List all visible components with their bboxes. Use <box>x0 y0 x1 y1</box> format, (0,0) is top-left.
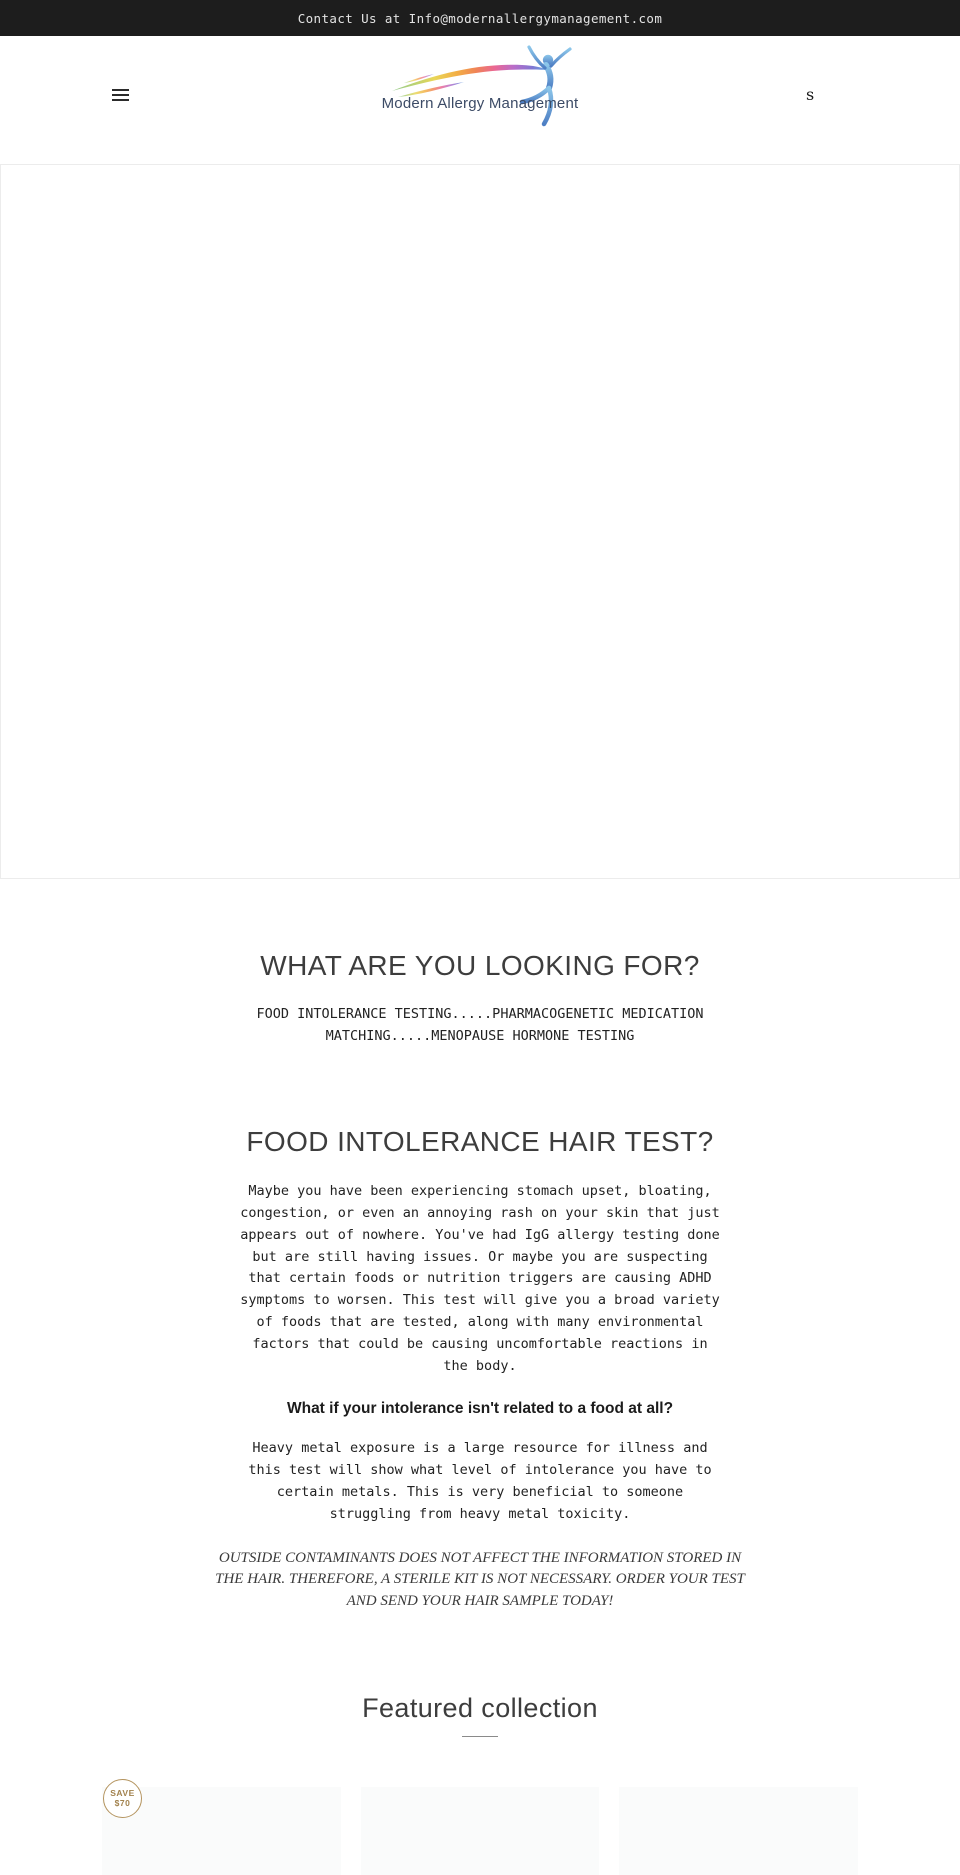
featured-collection-section <box>0 1693 960 1875</box>
save-badge-label: SAVE <box>110 1787 135 1798</box>
hair-test-question: What if your intolerance isn't related to a food at all? <box>286 1399 674 1417</box>
logo-wordmark: Modern Allergy Management <box>381 95 579 112</box>
product-card[interactable] <box>619 1787 858 1875</box>
looking-for-section <box>0 950 960 1048</box>
looking-for-title: WHAT ARE YOU LOOKING FOR? <box>260 950 700 981</box>
save-badge <box>103 1779 142 1818</box>
site-header <box>0 36 960 164</box>
section-divider <box>462 1736 498 1737</box>
product-card[interactable] <box>102 1787 341 1875</box>
menu-icon-bar <box>112 89 129 91</box>
hair-test-title: FOOD INTOLERANCE HAIR TEST? <box>246 1125 714 1157</box>
hair-test-section <box>0 1126 960 1613</box>
hero-banner <box>0 164 960 879</box>
featured-collection-title: Featured collection <box>362 1692 598 1723</box>
site-logo[interactable] <box>380 44 580 136</box>
menu-icon-bar <box>112 94 129 96</box>
menu-icon[interactable] <box>112 89 129 101</box>
looking-for-subtitle: FOOD INTOLERANCE TESTING.....PHARMACOGENETIC MEDICATION MATCHING.....MENOPAUSE HORMONE TESTING <box>256 1006 704 1044</box>
product-card[interactable] <box>361 1787 600 1875</box>
contaminants-note: OUTSIDE CONTAMINANTS DOES NOT AFFECT THE INFORMATION STORED IN THE HAIR. THEREFORE, A STERILE KIT IS NOT NECESSARY. ORDER YOUR TEST AND SEND YOUR HAIR SAMPLE TODAY! <box>215 1549 745 1609</box>
heavy-metal-paragraph: Heavy metal exposure is a large resource for illness and this test will show what level of intolerance you have to certain metals. This is very beneficial to someone struggling from heavy metal toxicity. <box>248 1439 712 1522</box>
logo-swoosh-figure-icon <box>380 44 580 136</box>
menu-icon-bar <box>112 99 129 101</box>
product-grid <box>102 1787 858 1875</box>
save-badge-amount: $70 <box>114 1798 131 1809</box>
hair-test-intro: Maybe you have been experiencing stomach upset, bloating, congestion, or even an annoying rash on your skin that just appears out of nowhere. You've had IgG allergy testing done but are still having issues. Or maybe you are suspecting that certain foods or nutrition triggers are causing ADHD symptoms to worsen. This test will give you a broad variety of foods that are tested, along with many environmental factors that could be causing uncomfortable reactions in the body. <box>240 1182 720 1375</box>
contact-email-link[interactable]: Contact Us at Info@modernallergymanagement.com <box>297 10 663 26</box>
search-icon[interactable]: s <box>806 85 815 104</box>
announcement-bar <box>0 0 960 36</box>
